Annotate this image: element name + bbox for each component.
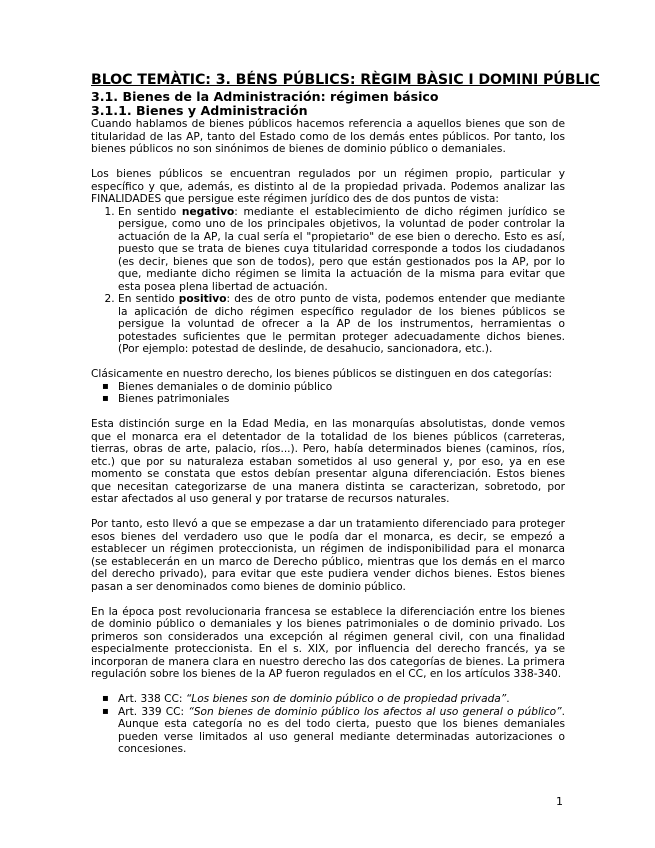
positivo-term: positivo: [178, 293, 227, 305]
document-body: [91, 72, 600, 756]
paragraph-intro: Cuando hablamos de bienes públicos hacemos referencia a aquellos bienes que son de titularidad de las AP, tanto del Estado como de los demás entes públicos. Por tanto, los bienes públicos no son sinónimos de bienes de dominio público o demaniales.: [91, 118, 565, 155]
paragraph-categorias: Clásicamente en nuestro derecho, los bienes públicos se distinguen en dos categorías:: [91, 368, 553, 380]
articulo-339: ▪ Art. 339 CC: “Son bienes de dominio público los afectos al uso general o público”. Aunque esta categoría no es del todo cierta, puesto que los bienes demaniales pueden verse limitados al uso general mediante determinadas autorizaciones o concesiones.: [118, 706, 565, 756]
finalidades-list: [91, 206, 565, 356]
paragraph-edad-media: Esta distinción surge en la Edad Media, en las monarquías absolutistas, donde vemos que el monarca era el detentador de la totalidad de los bienes públicos (carreteras, tierras, obras de arte, palacio, ríos...). Pero, había determinados bienes (caminos, ríos, etc.) que por su naturaleza estaban sometidos al uso general y, por eso, ya en ese momento se constata que estos debían presentar alguna diferenciación. Estos bienes que necesitan categorizarse de una manera distinta se caracterizan, sobretodo, por estar afectados al uso general y por tratarse de recursos naturales.: [91, 418, 565, 505]
articulo-338: ▪ Art. 338 CC: “Los bienes son de dominio público o de propiedad privada”.: [118, 693, 565, 706]
articulos-list: [91, 693, 565, 756]
finalidad-negativo: 1. En sentido negativo: mediante el establecimiento de dicho régimen jurídico se persigue, como uno de los principales objetivos, la voluntad de poder controlar la actuación de la AP, la cual sería el "propietario" de ese bien o derecho. Esto es así, puesto que se trata de bienes cuya titularidad corresponde a todos los ciudadanos (es decir, bienes que son de todos), pero que están gestionados pos la AP, por lo que, mediante dicho régimen se limita la actuación de la misma para evitar que esta posea plena libertad de actuación.: [118, 206, 565, 294]
paragraph-proteccion: Por tanto, esto llevó a que se empezase a dar un tratamiento diferenciado para proteger esos bienes del verdadero uso que le podía dar el monarca, es decir, se empezó a establecer un régimen proteccionista, un régimen de indisponibilidad para el monarca (se establecerán en un marco de Derecho público, mientras que los demás en el marco del derecho privado), para evitar que este pudiera vender dichos bienes. Estos bienes pasan a ser denominados como bienes de dominio público.: [91, 518, 565, 593]
articulo-338-quote: “Los bienes son de dominio público o de propiedad privada”: [185, 693, 507, 705]
categorias-list: [91, 381, 565, 406]
page-number: 1: [556, 795, 563, 808]
bloc-title: BLOC TEMÀTIC: 3. BÉNS PÚBLICS: RÈGIM BÀSIC I DOMINI PÚBLIC: [91, 72, 600, 88]
section-heading: 3.1. Bienes de la Administración: régimen básico: [91, 89, 439, 104]
articulo-339-quote: “Son bienes de dominio público los afectos al uso general o público”: [188, 705, 562, 718]
categoria-demaniales: ▪ Bienes demaniales o de dominio público: [118, 381, 565, 394]
negativo-term: negativo: [181, 205, 235, 218]
paragraph-post-revolucion: En la época post revolucionaria francesa se establece la diferenciación entre los bienes de dominio público o demaniales y los bienes patrimoniales o de dominio privado. Los primeros son considerados una excepción al régimen general civil, con una finalidad especialmente proteccionista. En el s. XIX, por influencia del derecho francés, ya se incorporan de manera clara en nuestro derecho las dos categorías de bienes. La primera regulación sobre los bienes de la AP fueron regulados en el CC, en los artículos 338-340.: [91, 605, 565, 680]
categoria-patrimoniales: ▪ Bienes patrimoniales: [118, 393, 565, 406]
finalidad-positivo: 2. En sentido positivo: des de otro punto de vista, podemos entender que mediante la aplicación de dicho régimen específico regulador de los bienes públicos se persigue la voluntad de ofrecer a la AP de los instrumentos, herramientas o potestades suficientes que le permitan proteger adecuadamente dichos bienes. (Por ejemplo: potestad de deslinde, de desahucio, sancionadora, etc.).: [118, 293, 565, 356]
paragraph-regimen: Los bienes públicos se encuentran regulados por un régimen propio, particular y específico y que, además, es distinto al de la propiedad privada. Podemos analizar las FINALIDADES que persigue este régimen jurídico des de dos puntos de vista:: [91, 168, 565, 205]
subsection-heading: 3.1.1. Bienes y Administración: [91, 103, 308, 118]
